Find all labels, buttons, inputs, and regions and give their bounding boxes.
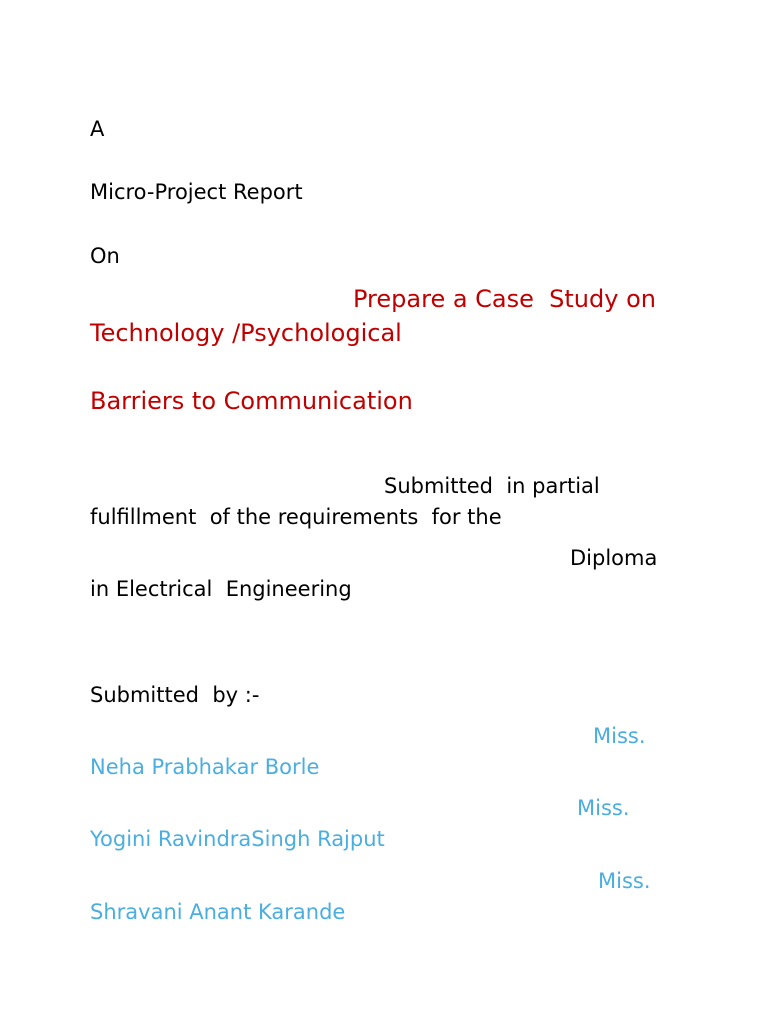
student-2-title: Miss. [577, 796, 630, 820]
submitted-by-label: Submitted by :- [90, 683, 260, 707]
intro-report-type: Micro-Project Report [90, 180, 303, 204]
submission-line-4: in Electrical Engineering [90, 577, 352, 601]
submission-line-3: Diploma [570, 546, 658, 570]
student-3-name: Shravani Anant Karande [90, 900, 346, 924]
submission-line-1: Submitted in partial [384, 474, 600, 498]
student-3-title: Miss. [598, 869, 651, 893]
intro-a: A [90, 117, 105, 141]
report-title-line-2: Technology /Psychological [90, 319, 402, 347]
student-1-name: Neha Prabhakar Borle [90, 755, 320, 779]
intro-on: On [90, 244, 120, 268]
submission-line-2: fulfillment of the requirements for the [90, 505, 502, 529]
student-1-title: Miss. [593, 724, 646, 748]
student-2-name: Yogini RavindraSingh Rajput [90, 827, 385, 851]
report-title-line-3: Barriers to Communication [90, 387, 413, 415]
report-title-line-1: Prepare a Case Study on [353, 285, 656, 313]
